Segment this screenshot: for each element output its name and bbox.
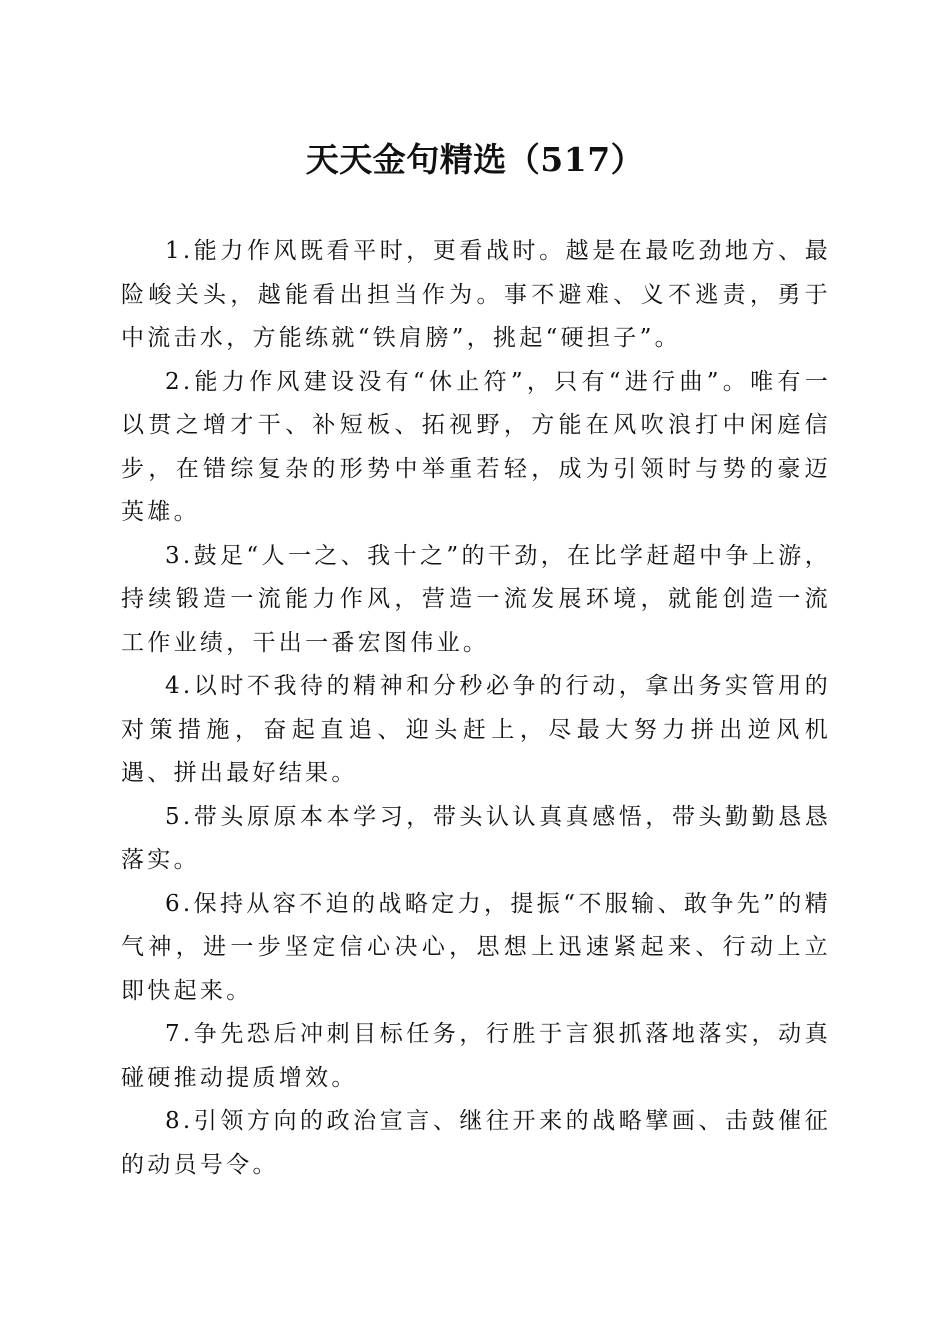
quote-item-2: 2.能力作风建设没有“休止符”，只有“进行曲”。唯有一以贯之增才干、补短板、拓视野，方能在风吹浪打中闲庭信步，在错综复杂的形势中举重若轻，成为引领时与势的豪迈英雄。: [121, 368, 831, 525]
quote-item-6: 6.保持从容不迫的战略定力，提振“不服输、敢争先”的精气神，进一步坚定信心决心，思想上迅速紧起来、行动上立即快起来。: [121, 890, 831, 1004]
page-title: 天天金句精选（517）: [305, 140, 645, 179]
quote-item-5: 5.带头原原本本学习，带头认认真真感悟，带头勤勤恳恳落实。: [121, 803, 831, 873]
quote-item-1: 1.能力作风既看平时，更看战时。越是在最吃劲地方、最险峻关头，越能看出担当作为。事不避难、义不逃责，勇于中流击水，方能练就“铁肩膀”，挑起“硬担子”。: [121, 238, 831, 351]
quote-item-3: 3.鼓足“人一之、我十之”的干劲，在比学赶超中争上游，持续锻造一流能力作风，营造一流发展环境，就能创造一流工作业绩，干出一番宏图伟业。: [121, 542, 831, 656]
quote-item-7: 7.争先恐后冲刺目标任务，行胜于言狠抓落地落实，动真碰硬推动提质增效。: [121, 1021, 831, 1091]
quote-item-4: 4.以时不我待的精神和分秒必争的行动，拿出务实管用的对策措施，奋起直追、迎头赶上，尽最大努力拼出逆风机遇、拼出最好结果。: [121, 673, 831, 786]
quote-item-8: 8.引领方向的政治宣言、继往开来的战略擘画、击鼓催征的动员号令。: [121, 1108, 831, 1178]
quote-list: [121, 230, 831, 1187]
